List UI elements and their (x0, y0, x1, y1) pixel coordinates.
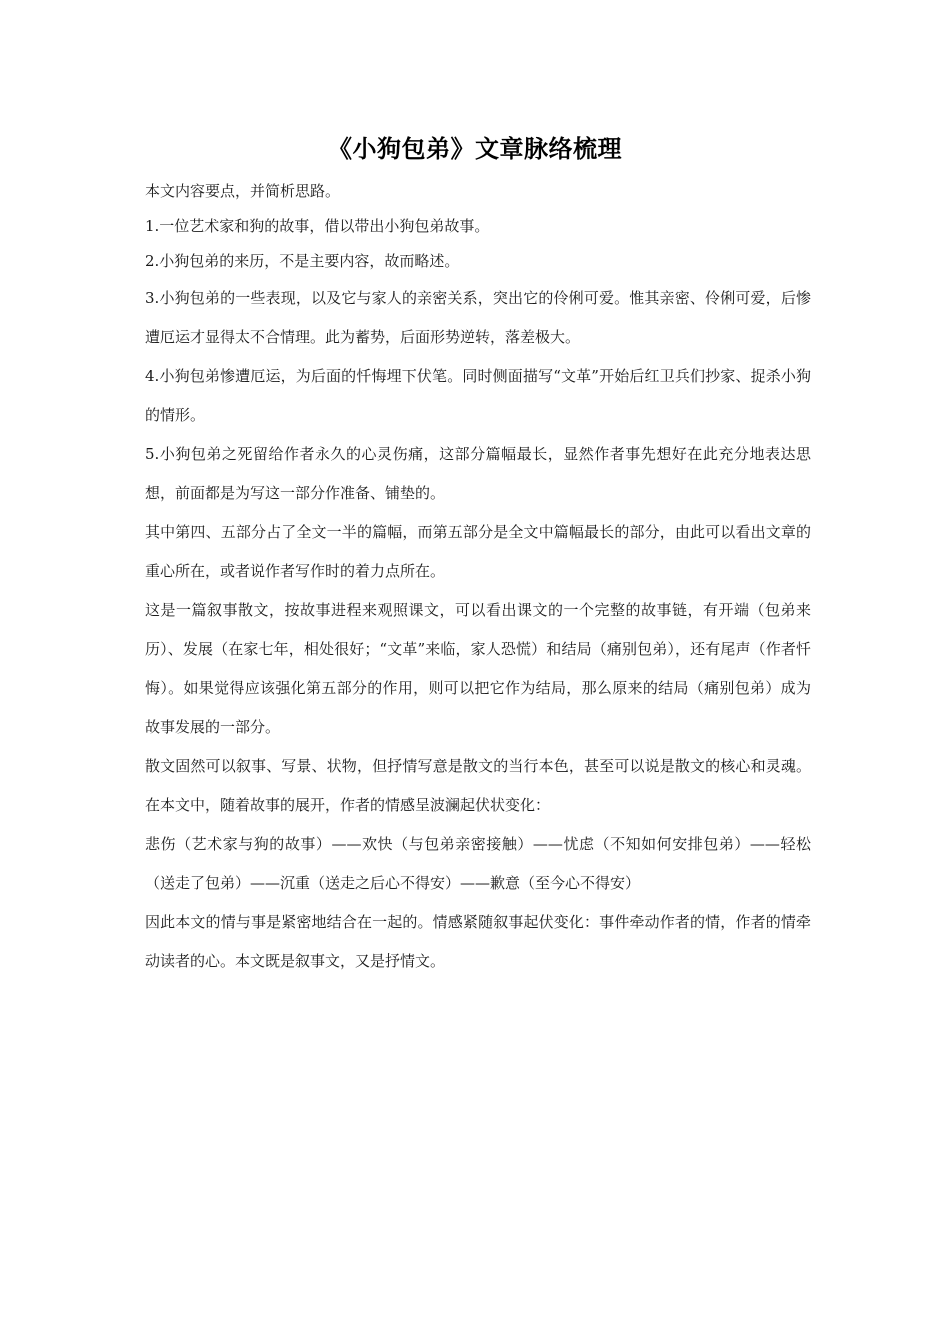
document-body (145, 174, 811, 981)
paragraph-intro: 本文内容要点，并简析思路。 (145, 182, 341, 200)
paragraph-story-chain: 这是一篇叙事散文，按故事进程来观照课文，可以看出课文的一个完整的故事链，有开端（包弟来历）、发展（在家七年，相处很好；“文革”来临，家人恐慌）和结局（痛别包弟），还有尾声（作者忏悔）。如果觉得应该强化第五部分的作用，则可以把它作为结局，那么原来的结局（痛别包弟）成为故事发展的一部分。 (145, 601, 811, 736)
paragraph-emotion-sequence: 悲伤（艺术家与狗的故事）——欢快（与包弟亲密接触）——忧虑（不知如何安排包弟）——轻松（送走了包弟）——沉重（送走之后心不得安）——歉意（至今心不得安） (145, 835, 811, 892)
paragraph-point-1: 1.一位艺术家和狗的故事，借以带出小狗包弟故事。 (145, 217, 490, 235)
paragraph-lyric-essence: 散文固然可以叙事、写景、状物，但抒情写意是散文的当行本色，甚至可以说是散文的核心和灵魂。在本文中，随着故事的展开，作者的情感呈波澜起伏状变化： (145, 757, 811, 814)
paragraph-conclusion: 因此本文的情与事是紧密地结合在一起的。情感紧随叙事起伏变化：事件牵动作者的情，作者的情牵动读者的心。本文既是叙事文，又是抒情文。 (145, 913, 811, 970)
paragraph-point-3: 3.小狗包弟的一些表现，以及它与家人的亲密关系，突出它的伶俐可爱。惟其亲密、伶俐可爱，后惨遭厄运才显得太不合情理。此为蓄势，后面形势逆转，落差极大。 (145, 289, 811, 346)
paragraph-point-5: 5.小狗包弟之死留给作者永久的心灵伤痛，这部分篇幅最长，显然作者事先想好在此充分地表达思想，前面都是为写这一部分作准备、铺垫的。 (145, 445, 811, 502)
document-title: 《小狗包弟》文章脉络梳理 (328, 134, 622, 163)
paragraph-point-2: 2.小狗包弟的来历，不是主要内容，故而略述。 (145, 252, 460, 270)
paragraph-point-4: 4.小狗包弟惨遭厄运，为后面的忏悔埋下伏笔。同时侧面描写“文革”开始后红卫兵们抄家、捉杀小狗的情形。 (145, 367, 811, 424)
paragraph-emphasis: 其中第四、五部分占了全文一半的篇幅，而第五部分是全文中篇幅最长的部分，由此可以看出文章的重心所在，或者说作者写作时的着力点所在。 (145, 523, 811, 580)
